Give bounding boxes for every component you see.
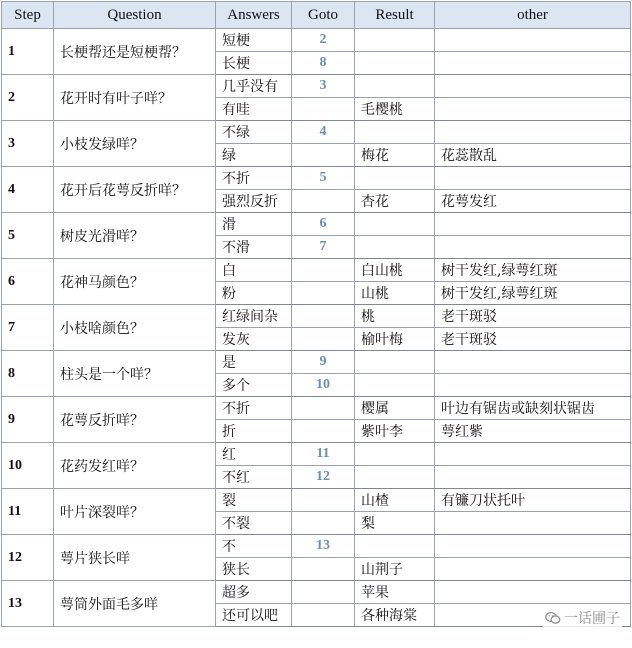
step-number: 7 <box>2 305 54 351</box>
result-cell: 紫叶李 <box>355 420 435 443</box>
column-header-result: Result <box>355 2 435 29</box>
result-cell: 山荆子 <box>355 558 435 581</box>
result-cell: 各种海棠 <box>355 604 435 627</box>
header-row <box>2 2 631 29</box>
step-number: 13 <box>2 581 54 627</box>
other-cell <box>435 466 631 489</box>
result-cell <box>355 443 435 466</box>
answer-cell: 多个 <box>216 374 292 397</box>
answer-cell: 滑 <box>216 213 292 236</box>
result-cell: 山桃 <box>355 282 435 305</box>
column-header-step: Step <box>2 2 54 29</box>
table-row <box>2 213 631 236</box>
table-body <box>2 29 631 627</box>
goto-cell <box>292 558 355 581</box>
answer-cell: 折 <box>216 420 292 443</box>
other-cell: 花蕊散乱 <box>435 144 631 167</box>
answer-cell: 不滑 <box>216 236 292 259</box>
result-cell <box>355 75 435 98</box>
result-cell <box>355 121 435 144</box>
answer-cell: 短梗 <box>216 29 292 52</box>
other-cell <box>435 213 631 236</box>
table-row <box>2 489 631 512</box>
other-cell <box>435 374 631 397</box>
step-number: 8 <box>2 351 54 397</box>
other-cell: 有镰刀状托叶 <box>435 489 631 512</box>
goto-cell <box>292 190 355 213</box>
step-number: 9 <box>2 397 54 443</box>
step-number: 1 <box>2 29 54 75</box>
question-cell: 花药发红咩？ <box>54 443 216 489</box>
identification-key-table <box>1 1 631 627</box>
table-row <box>2 259 631 282</box>
answer-cell: 强烈反折 <box>216 190 292 213</box>
answer-cell: 还可以吧 <box>216 604 292 627</box>
answer-cell: 裂 <box>216 489 292 512</box>
answer-cell: 有哇 <box>216 98 292 121</box>
other-cell <box>435 512 631 535</box>
step-number: 10 <box>2 443 54 489</box>
column-header-answers: Answers <box>216 2 292 29</box>
answer-cell: 绿 <box>216 144 292 167</box>
column-header-other: other <box>435 2 631 29</box>
question-cell: 小枝发绿咩？ <box>54 121 216 167</box>
goto-cell <box>292 328 355 351</box>
other-cell <box>435 581 631 604</box>
watermark-text: 一话圃子 <box>564 611 620 627</box>
step-number: 6 <box>2 259 54 305</box>
question-cell: 花萼反折咩？ <box>54 397 216 443</box>
answer-cell: 不 <box>216 535 292 558</box>
answer-cell: 不红 <box>216 466 292 489</box>
goto-cell <box>292 420 355 443</box>
result-cell <box>355 351 435 374</box>
question-cell: 花开后花萼反折咩？ <box>54 167 216 213</box>
other-cell <box>435 236 631 259</box>
other-cell: 树干发红,绿萼红斑 <box>435 259 631 282</box>
answer-cell: 发灰 <box>216 328 292 351</box>
goto-cell: 10 <box>292 374 355 397</box>
table-row <box>2 167 631 190</box>
result-cell: 白山桃 <box>355 259 435 282</box>
answer-cell: 长梗 <box>216 52 292 75</box>
answer-cell: 不折 <box>216 397 292 420</box>
goto-cell <box>292 489 355 512</box>
result-cell <box>355 535 435 558</box>
question-cell: 花开时有叶子咩？ <box>54 75 216 121</box>
result-cell: 桃 <box>355 305 435 328</box>
step-number: 12 <box>2 535 54 581</box>
goto-cell: 12 <box>292 466 355 489</box>
question-cell: 叶片深裂咩？ <box>54 489 216 535</box>
question-cell: 萼筒外面毛多咩 <box>54 581 216 627</box>
result-cell: 毛樱桃 <box>355 98 435 121</box>
goto-cell <box>292 512 355 535</box>
goto-cell <box>292 98 355 121</box>
other-cell <box>435 75 631 98</box>
other-cell <box>435 443 631 466</box>
goto-cell <box>292 305 355 328</box>
question-cell: 花神马颜色？ <box>54 259 216 305</box>
column-header-question: Question <box>54 2 216 29</box>
answer-cell: 几乎没有 <box>216 75 292 98</box>
goto-cell <box>292 144 355 167</box>
goto-cell: 8 <box>292 52 355 75</box>
result-cell: 樱属 <box>355 397 435 420</box>
other-cell <box>435 29 631 52</box>
answer-cell: 是 <box>216 351 292 374</box>
other-cell: 花萼发红 <box>435 190 631 213</box>
table-row <box>2 351 631 374</box>
goto-cell: 3 <box>292 75 355 98</box>
result-cell: 山楂 <box>355 489 435 512</box>
result-cell <box>355 374 435 397</box>
step-number: 3 <box>2 121 54 167</box>
goto-cell: 7 <box>292 236 355 259</box>
question-cell: 柱头是一个咩？ <box>54 351 216 397</box>
result-cell: 榆叶梅 <box>355 328 435 351</box>
result-cell <box>355 466 435 489</box>
answer-cell: 狭长 <box>216 558 292 581</box>
question-cell: 小枝啥颜色？ <box>54 305 216 351</box>
goto-cell: 4 <box>292 121 355 144</box>
answer-cell: 红绿间杂 <box>216 305 292 328</box>
goto-cell: 5 <box>292 167 355 190</box>
question-cell: 萼片狭长咩 <box>54 535 216 581</box>
table-row <box>2 121 631 144</box>
question-cell: 长梗帮还是短梗帮？ <box>54 29 216 75</box>
other-cell: 树干发红,绿萼红斑 <box>435 282 631 305</box>
step-number: 4 <box>2 167 54 213</box>
other-cell <box>435 167 631 190</box>
other-cell <box>435 52 631 75</box>
goto-cell <box>292 282 355 305</box>
answer-cell: 粉 <box>216 282 292 305</box>
result-cell <box>355 213 435 236</box>
table-row <box>2 305 631 328</box>
other-cell <box>435 351 631 374</box>
goto-cell: 11 <box>292 443 355 466</box>
goto-cell <box>292 604 355 627</box>
table-row <box>2 29 631 52</box>
goto-cell: 13 <box>292 535 355 558</box>
answer-cell: 不裂 <box>216 512 292 535</box>
result-cell: 梅花 <box>355 144 435 167</box>
other-cell: 叶边有锯齿或缺刻状锯齿 <box>435 397 631 420</box>
step-number: 5 <box>2 213 54 259</box>
other-cell <box>435 535 631 558</box>
other-cell <box>435 98 631 121</box>
goto-cell: 6 <box>292 213 355 236</box>
column-header-goto: Goto <box>292 2 355 29</box>
table-row <box>2 75 631 98</box>
table-row <box>2 581 631 604</box>
table-row <box>2 535 631 558</box>
answer-cell: 不折 <box>216 167 292 190</box>
result-cell <box>355 29 435 52</box>
other-cell <box>435 121 631 144</box>
goto-cell <box>292 259 355 282</box>
answer-cell: 不绿 <box>216 121 292 144</box>
other-cell <box>435 558 631 581</box>
result-cell: 杏花 <box>355 190 435 213</box>
wechat-icon <box>545 611 561 625</box>
goto-cell <box>292 397 355 420</box>
question-cell: 树皮光滑咩？ <box>54 213 216 259</box>
other-cell: 老干斑驳 <box>435 328 631 351</box>
result-cell <box>355 236 435 259</box>
watermark <box>543 608 622 628</box>
result-cell: 梨 <box>355 512 435 535</box>
step-number: 11 <box>2 489 54 535</box>
answer-cell: 白 <box>216 259 292 282</box>
result-cell <box>355 167 435 190</box>
other-cell: 萼红紫 <box>435 420 631 443</box>
answer-cell: 超多 <box>216 581 292 604</box>
other-cell: 老干斑驳 <box>435 305 631 328</box>
table-row <box>2 443 631 466</box>
goto-cell <box>292 581 355 604</box>
answer-cell: 红 <box>216 443 292 466</box>
result-cell: 苹果 <box>355 581 435 604</box>
table-row <box>2 397 631 420</box>
step-number: 2 <box>2 75 54 121</box>
result-cell <box>355 52 435 75</box>
goto-cell: 2 <box>292 29 355 52</box>
goto-cell: 9 <box>292 351 355 374</box>
